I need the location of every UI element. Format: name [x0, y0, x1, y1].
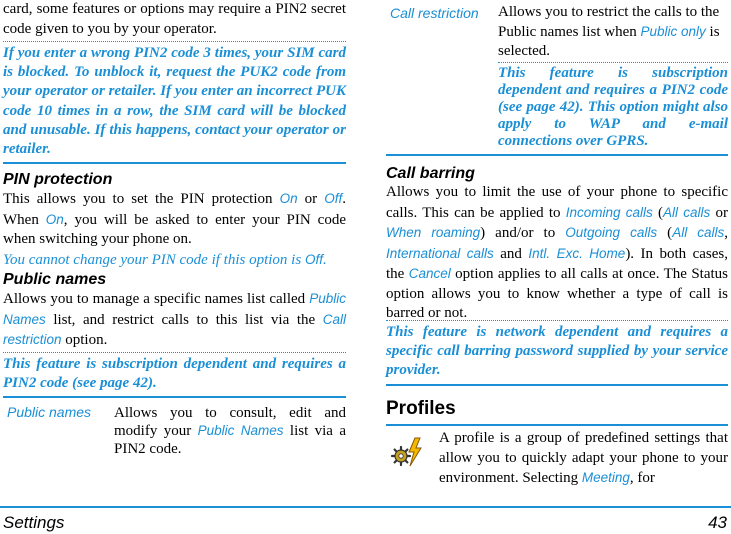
- keyword-international-calls: International calls: [386, 245, 494, 261]
- keyword-on: On: [279, 191, 298, 206]
- footer-section-title: Settings: [3, 513, 65, 532]
- call-barring-paragraph: Allows you to limit the use of your phone to specific calls. This can be applied to Incoming calls (All calls or When roaming) and/or to Outgoing calls (All calls, International calls and Intl. Exc. Home). In both cases, the Cancel option applies to all calls at once. The Status option allows you to know whether a type of call is barred or not.: [386, 184, 729, 321]
- keyword-all-calls: All calls: [672, 225, 725, 240]
- keyword-incoming-calls: Incoming calls: [565, 204, 653, 220]
- table-text: Allows you to restrict the calls to the Public names list when Public only is selected.: [498, 4, 720, 59]
- keyword-off: Off: [324, 191, 343, 206]
- pin-paragraph: This allows you to set the PIN protection On or Off. When On, you will be asked to enter your PIN code when switching your phone on.: [3, 191, 347, 247]
- keyword-when-roaming: When roaming: [386, 225, 481, 240]
- profiles-paragraph: A profile is a group of predefined settings that allow you to quickly adapt your phone to your environment. Selecting Meeting, for: [439, 430, 728, 486]
- keyword-public-only: Public only: [640, 24, 706, 39]
- call-barring-note: This feature is network dependent and requires a specific call barring password supplied by your service provider.: [386, 320, 728, 386]
- table-divider: [386, 154, 728, 156]
- keyword-intl-exc-home: Intl. Exc. Home: [528, 245, 626, 261]
- keyword-all-calls: All calls: [663, 204, 711, 220]
- table-text: Allows you to consult, edit and modify your Public Names list via a PIN2 code.: [114, 405, 347, 457]
- page-footer: [0, 506, 731, 534]
- keyword-cancel: Cancel: [408, 266, 451, 281]
- table-label: Public names: [7, 404, 92, 420]
- keyword-call-restriction: Call restriction: [3, 311, 346, 347]
- profiles-heading: Profiles: [386, 398, 456, 419]
- keyword-public-names: Public Names: [3, 291, 346, 327]
- keyword-outgoing-calls: Outgoing calls: [565, 225, 658, 240]
- public-names-note: This feature is subscription dependent and requires a PIN2 code (see page 42).: [3, 352, 346, 398]
- profiles-icon: [389, 434, 425, 470]
- section-heading: Public names: [3, 271, 107, 288]
- section-heading: Call barring: [386, 165, 475, 182]
- call-restriction-note: This feature is subscription dependent and requires a PIN2 code (see page 42). This option might also apply to WAP and e-mail connections over GPRS.: [498, 62, 728, 150]
- call-barring-section: [386, 164, 728, 324]
- section-heading: PIN protection: [3, 171, 113, 188]
- footer-page-number: 43: [708, 513, 727, 532]
- pin2-warning-note: If you enter a wrong PIN2 code 3 times, your SIM card is blocked. To unblock it, request the PUK2 code from your operator or retailer. If you enter an incorrect PUK code 10 times in a row, the SIM card will be blocked and unusable. If this happens, contact your operator or retailer.: [3, 41, 346, 164]
- keyword-on: On: [45, 211, 64, 227]
- public-names-paragraph: Allows you to manage a specific names list called Public Names list, and restrict calls to this list via the Call restriction option.: [3, 291, 346, 348]
- intro-paragraph: card, some features or options may require a PIN2 secret code given to you by your operator.: [3, 1, 346, 37]
- public-names-section: [3, 270, 346, 351]
- pin-note: You cannot change your PIN code if this option is Off.: [3, 251, 327, 268]
- keyword-meeting: Meeting: [581, 470, 630, 485]
- pin-protection-section: [3, 170, 346, 270]
- table-label: Call restriction: [390, 5, 479, 21]
- keyword-public-names: Public Names: [197, 423, 284, 438]
- call-restriction-table-row: [386, 0, 728, 160]
- profiles-rule: [386, 424, 728, 426]
